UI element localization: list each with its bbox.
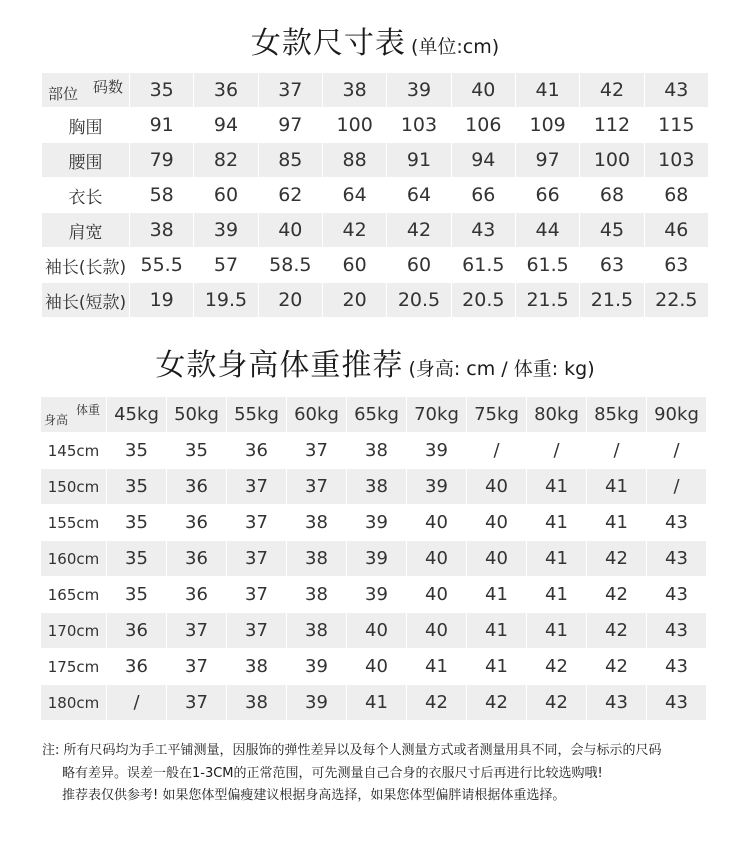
recommend-table-cell: 41: [467, 649, 527, 685]
size-table-cell: 68: [580, 178, 644, 213]
recommend-table-cell: 36: [167, 469, 227, 505]
size-table-row: [42, 248, 709, 283]
recommend-table-cell: 38: [347, 469, 407, 505]
size-table-row-label: 衣长: [42, 178, 130, 213]
size-table-cell: 55.5: [130, 248, 194, 283]
size-table-cell: 45: [580, 213, 644, 248]
recommend-table-cell: 42: [587, 649, 647, 685]
recommend-table-row: [41, 541, 707, 577]
size-table-cell: 21.5: [580, 283, 644, 318]
recommend-chart-heading: [0, 340, 750, 384]
recommend-table-cell: 35: [167, 433, 227, 469]
recommend-table-row: [41, 577, 707, 613]
recommend-table-cell: /: [107, 685, 167, 721]
recommend-table-cell: /: [647, 469, 707, 505]
size-table-cell: 42: [322, 213, 386, 248]
recommend-table-cell: 41: [587, 505, 647, 541]
size-table-cell: 38: [130, 213, 194, 248]
size-table-row-label: 袖长(短款): [42, 283, 130, 318]
size-table-cell: 68: [644, 178, 708, 213]
recommend-table-column-header: 60kg: [287, 397, 347, 433]
recommend-table-column-header: 75kg: [467, 397, 527, 433]
recommend-table-cell: 37: [227, 577, 287, 613]
size-table-cell: 44: [515, 213, 579, 248]
recommend-table-cell: 40: [407, 613, 467, 649]
note-line: 略有差异。误差一般在1-3CM的正常范围，可先测量自己合身的衣服尺寸后再进行比较选购哦!: [62, 765, 603, 781]
recommend-table-cell: 40: [347, 613, 407, 649]
recommend-table-cell: 41: [527, 541, 587, 577]
recommend-table-column-header: 70kg: [407, 397, 467, 433]
recommend-table-cell: 41: [527, 613, 587, 649]
size-table-cell: 97: [258, 108, 322, 143]
recommend-table-cell: /: [467, 433, 527, 469]
size-table-row: [42, 178, 709, 213]
recommend-table-cell: 36: [107, 649, 167, 685]
recommend-table-cell: 39: [347, 505, 407, 541]
recommend-table-row-label: 160cm: [41, 541, 107, 577]
recommend-table-column-header: 50kg: [167, 397, 227, 433]
recommend-table-row: [41, 685, 707, 721]
recommend-chart-table: [40, 396, 707, 721]
size-table-cell: 20: [258, 283, 322, 318]
recommend-table-row-label: 145cm: [41, 433, 107, 469]
recommend-table-cell: 41: [407, 649, 467, 685]
size-table-cell: 60: [322, 248, 386, 283]
recommend-table-header-row: [41, 397, 707, 433]
recommend-table-cell: 40: [347, 649, 407, 685]
recommend-table-cell: 43: [647, 577, 707, 613]
recommend-table-cell: 37: [167, 613, 227, 649]
size-table-cell: 46: [644, 213, 708, 248]
size-table-cell: 100: [322, 108, 386, 143]
size-table-cell: 97: [515, 143, 579, 178]
recommend-table-row-label: 170cm: [41, 613, 107, 649]
recommend-chart-title: 女款身高体重推荐: [155, 348, 404, 383]
size-table-column-header: 36: [194, 73, 258, 108]
recommend-table-cell: 38: [287, 613, 347, 649]
size-table-cell: 19: [130, 283, 194, 318]
size-table-cell: 63: [644, 248, 708, 283]
size-chart-unit: (单位:cm): [410, 36, 500, 58]
recommend-table-corner-cell: [41, 397, 107, 433]
size-table-row: [42, 213, 709, 248]
recommend-table-cell: 39: [347, 541, 407, 577]
recommend-table-cell: 39: [407, 469, 467, 505]
size-table-cell: 60: [387, 248, 451, 283]
size-table-corner-bottom-label: 部位: [48, 85, 79, 103]
size-table-row: [42, 108, 709, 143]
recommend-table-cell: 37: [167, 685, 227, 721]
recommend-table-cell: 42: [467, 685, 527, 721]
recommend-table-cell: 37: [227, 505, 287, 541]
size-table-corner-top-label: 码数: [92, 78, 123, 96]
recommend-table-cell: 35: [107, 469, 167, 505]
size-table-cell: 88: [322, 143, 386, 178]
size-table-cell: 63: [580, 248, 644, 283]
recommend-table-row-label: 175cm: [41, 649, 107, 685]
recommend-table-row-label: 165cm: [41, 577, 107, 613]
size-table-column-header: 38: [322, 73, 386, 108]
recommend-table-cell: 41: [527, 577, 587, 613]
size-table-row-label: 肩宽: [42, 213, 130, 248]
recommend-table-cell: 42: [407, 685, 467, 721]
size-table-cell: 42: [387, 213, 451, 248]
recommend-table-cell: 43: [647, 505, 707, 541]
size-table-header-row: [42, 73, 709, 108]
recommend-table-cell: 40: [407, 577, 467, 613]
size-table-column-header: 35: [130, 73, 194, 108]
recommend-table-row-label: 180cm: [41, 685, 107, 721]
size-table-row-label: 袖长(长款): [42, 248, 130, 283]
recommend-table-cell: 43: [647, 685, 707, 721]
recommend-table-cell: 41: [467, 577, 527, 613]
recommend-table-cell: /: [647, 433, 707, 469]
size-table-cell: 94: [451, 143, 515, 178]
recommend-table-row: [41, 613, 707, 649]
size-chart-table: [41, 72, 709, 318]
recommend-table-column-header: 80kg: [527, 397, 587, 433]
recommend-table-row: [41, 433, 707, 469]
recommend-table-corner-top-label: 体重: [75, 403, 100, 417]
recommend-table-cell: 38: [287, 577, 347, 613]
size-table-row: [42, 283, 709, 318]
recommend-table-cell: 38: [347, 433, 407, 469]
size-table-cell: 64: [322, 178, 386, 213]
recommend-table-cell: /: [587, 433, 647, 469]
recommend-table-cell: 37: [227, 613, 287, 649]
size-table-cell: 20.5: [451, 283, 515, 318]
recommend-table-cell: 41: [347, 685, 407, 721]
size-table-cell: 60: [194, 178, 258, 213]
recommend-table-cell: 35: [107, 433, 167, 469]
recommend-table-cell: 40: [467, 541, 527, 577]
recommend-table-cell: 40: [467, 469, 527, 505]
recommend-table-cell: 39: [347, 577, 407, 613]
recommend-chart-unit: (身高: cm / 体重: kg): [408, 358, 595, 380]
size-table-cell: 61.5: [515, 248, 579, 283]
recommend-table-cell: 36: [167, 541, 227, 577]
size-table-cell: 79: [130, 143, 194, 178]
recommend-table-cell: 35: [107, 577, 167, 613]
recommend-table-corner-bottom-label: 身高: [44, 413, 69, 427]
recommend-table-cell: 38: [227, 685, 287, 721]
recommend-table-cell: 36: [227, 433, 287, 469]
size-chart-title: 女款尺寸表: [250, 26, 406, 61]
size-table-cell: 66: [515, 178, 579, 213]
size-table-column-header: 37: [258, 73, 322, 108]
size-table-row: [42, 143, 709, 178]
size-table-cell: 94: [194, 108, 258, 143]
size-table-cell: 39: [194, 213, 258, 248]
size-table-cell: 91: [130, 108, 194, 143]
recommend-table-cell: 43: [587, 685, 647, 721]
size-table-column-header: 39: [387, 73, 451, 108]
size-table-column-header: 43: [644, 73, 708, 108]
recommend-table-cell: 41: [587, 469, 647, 505]
recommend-table-cell: 35: [107, 541, 167, 577]
recommend-table-column-header: 45kg: [107, 397, 167, 433]
size-table-cell: 103: [387, 108, 451, 143]
recommend-table-row: [41, 505, 707, 541]
size-table-cell: 82: [194, 143, 258, 178]
recommend-table-cell: 38: [287, 505, 347, 541]
recommend-table-cell: 42: [527, 685, 587, 721]
recommend-table-cell: 41: [467, 613, 527, 649]
size-table-cell: 58.5: [258, 248, 322, 283]
size-table-cell: 64: [387, 178, 451, 213]
recommend-table-cell: 43: [647, 541, 707, 577]
recommend-table-cell: 39: [287, 649, 347, 685]
size-chart-heading: [0, 18, 750, 62]
recommend-table-cell: 37: [227, 541, 287, 577]
size-table-row-label: 胸围: [42, 108, 130, 143]
size-table-column-header: 40: [451, 73, 515, 108]
recommend-table-cell: 37: [287, 469, 347, 505]
recommend-table-cell: 37: [227, 469, 287, 505]
size-table-cell: 66: [451, 178, 515, 213]
size-table-cell: 91: [387, 143, 451, 178]
recommend-table-row: [41, 649, 707, 685]
size-table-cell: 19.5: [194, 283, 258, 318]
size-table-cell: 106: [451, 108, 515, 143]
size-table-cell: 22.5: [644, 283, 708, 318]
note-line: 推荐表仅供参考! 如果您体型偏瘦建议根据身高选择，如果您体型偏胖请根据体重选择。: [62, 788, 566, 803]
size-table-cell: 62: [258, 178, 322, 213]
size-table-cell: 100: [580, 143, 644, 178]
recommend-table-column-header: 90kg: [647, 397, 707, 433]
size-table-row-label: 腰围: [42, 143, 130, 178]
recommend-table-cell: 39: [287, 685, 347, 721]
recommend-table-cell: 40: [407, 541, 467, 577]
size-table-cell: 40: [258, 213, 322, 248]
size-table-cell: 58: [130, 178, 194, 213]
recommend-table-cell: /: [527, 433, 587, 469]
size-table-column-header: 42: [580, 73, 644, 108]
size-table-cell: 57: [194, 248, 258, 283]
size-table-cell: 115: [644, 108, 708, 143]
recommend-table-row-label: 150cm: [41, 469, 107, 505]
recommend-table-row-label: 155cm: [41, 505, 107, 541]
recommend-table-cell: 43: [647, 613, 707, 649]
recommend-table-cell: 37: [167, 649, 227, 685]
recommend-table-cell: 43: [647, 649, 707, 685]
size-note: [42, 740, 742, 808]
recommend-table-cell: 35: [107, 505, 167, 541]
recommend-table-cell: 42: [587, 613, 647, 649]
recommend-table-cell: 42: [527, 649, 587, 685]
recommend-table-cell: 39: [407, 433, 467, 469]
size-table-cell: 109: [515, 108, 579, 143]
recommend-table-cell: 41: [527, 469, 587, 505]
size-table-cell: 103: [644, 143, 708, 178]
size-table-cell: 20.5: [387, 283, 451, 318]
recommend-table-row: [41, 469, 707, 505]
recommend-table-cell: 36: [167, 577, 227, 613]
recommend-table-cell: 37: [287, 433, 347, 469]
recommend-table-column-header: 85kg: [587, 397, 647, 433]
note-line: 注: 所有尺码均为手工平铺测量，因服饰的弹性差异以及每个人测量方式或者测量用具不同，会与标示的尺码: [42, 743, 662, 758]
size-table-cell: 61.5: [451, 248, 515, 283]
recommend-table-cell: 42: [587, 541, 647, 577]
size-table-cell: 112: [580, 108, 644, 143]
recommend-table-cell: 40: [467, 505, 527, 541]
recommend-table-cell: 40: [407, 505, 467, 541]
recommend-table-cell: 38: [227, 649, 287, 685]
size-table-corner-cell: [42, 73, 130, 108]
recommend-table-cell: 36: [167, 505, 227, 541]
size-table-cell: 85: [258, 143, 322, 178]
size-table-cell: 21.5: [515, 283, 579, 318]
recommend-table-cell: 38: [287, 541, 347, 577]
recommend-table-cell: 41: [527, 505, 587, 541]
size-table-column-header: 41: [515, 73, 579, 108]
size-table-cell: 20: [322, 283, 386, 318]
size-table-cell: 43: [451, 213, 515, 248]
recommend-table-column-header: 55kg: [227, 397, 287, 433]
recommend-table-cell: 42: [587, 577, 647, 613]
recommend-table-cell: 36: [107, 613, 167, 649]
recommend-table-column-header: 65kg: [347, 397, 407, 433]
